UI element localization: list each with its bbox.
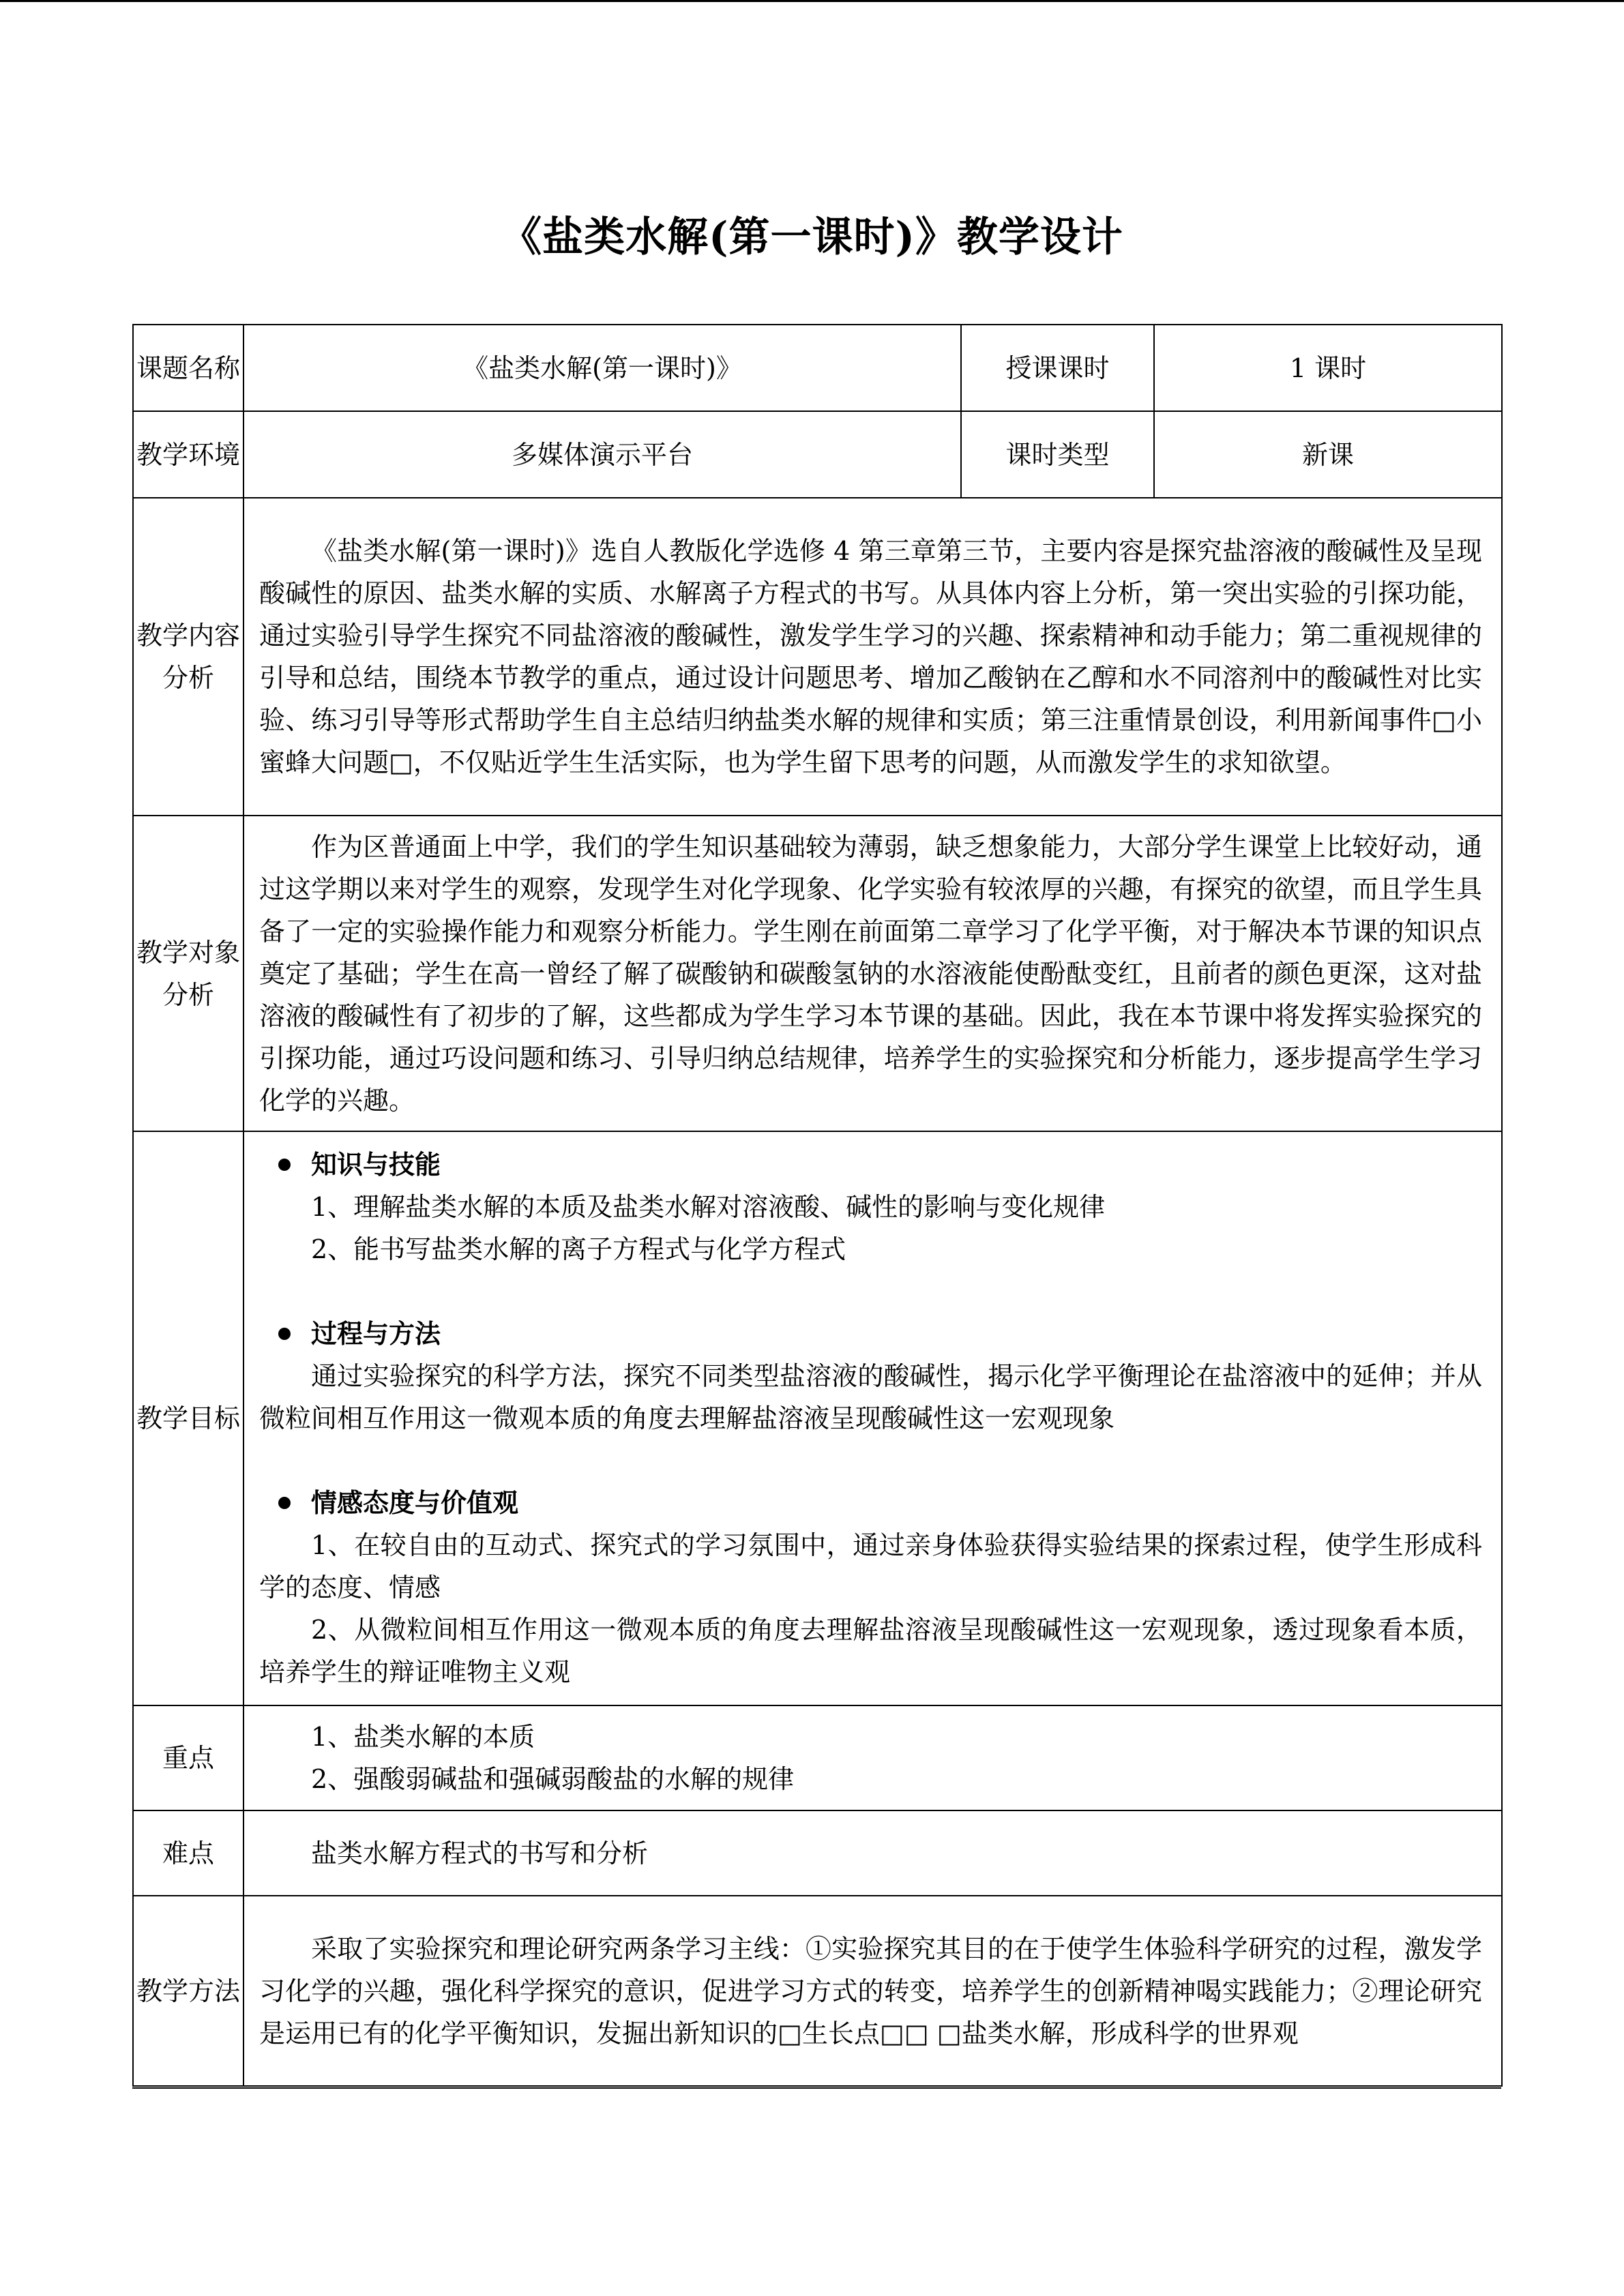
page-top-rule: [0, 0, 1624, 2]
content-analysis-text: 《盐类水解(第一课时)》选自人教版化学选修 4 第三章第三节，主要内容是探究盐溶液的酸碱性及呈现酸碱性的原因、盐类水解的实质、水解离子方程式的书写。从具体内容上分析，第一突出实验的引探功能，通过实验引导学生探究不同盐溶液的酸碱性，激发学生学习的兴趣、探索精神和动手能力；第二重视规律的引导和总结，围绕本节教学的重点，通过设计问题思考、增加乙酸钠在乙醇和水不同溶剂中的酸碱性对比实验、练习引导等形式帮助学生自主总结归纳盐类水解的规律和实质；第三注重情景创设，利用新闻事件□小蜜蜂大问题□，不仅贴近学生生活实际，也为学生留下思考的问题，从而激发学生的求知欲望。: [259, 536, 1482, 777]
document-title: 《盐类水解(第一课时)》教学设计: [501, 213, 1123, 261]
content-analysis-cell: [243, 498, 1502, 816]
methods-cell: [243, 1896, 1502, 2086]
objective-attitude-item: 2、从微粒间相互作用这一微观本质的角度去理解盐溶液呈现酸碱性这一宏观现象，透过现象看本质，培养学生的辩证唯物主义观: [259, 1615, 1482, 1687]
objective-knowledge-heading: 知识与技能: [259, 1144, 1482, 1186]
objective-attitude-heading: 情感态度与价值观: [259, 1482, 1482, 1524]
row-environment: [133, 411, 1502, 498]
value-topic-name: 《盐类水解(第一课时)》: [243, 325, 961, 411]
label-environment: 教学环境: [133, 411, 243, 498]
bullet-icon: [278, 1497, 291, 1509]
value-lesson-type: 新课: [1154, 411, 1502, 498]
lesson-plan-table: [132, 324, 1503, 2087]
label-topic-name: 课题名称: [133, 325, 243, 411]
label-student-analysis: 教学对象分析: [133, 816, 243, 1131]
student-analysis-cell: [243, 816, 1502, 1131]
table-bottom-rule: [132, 2087, 1501, 2089]
label-objectives: 教学目标: [133, 1131, 243, 1705]
objective-process-text: 通过实验探究的科学方法，探究不同类型盐溶液的酸碱性，揭示化学平衡理论在盐溶液中的延伸；并从微粒间相互作用这一微观本质的角度去理解盐溶液呈现酸碱性这一宏观现象: [259, 1361, 1482, 1433]
label-content-analysis: 教学内容分析: [133, 498, 243, 816]
label-methods: 教学方法: [133, 1896, 243, 2086]
row-student-analysis: [133, 816, 1502, 1131]
label-class-hours: 授课课时: [961, 325, 1154, 411]
value-class-hours: 1 课时: [1154, 325, 1502, 411]
bullet-icon: [278, 1328, 291, 1340]
label-difficulties: 难点: [133, 1810, 243, 1896]
objective-attitude-item: 1、在较自由的互动式、探究式的学习氛围中，通过亲身体验获得实验结果的探索过程，使学生形成科学的态度、情感: [259, 1530, 1482, 1602]
label-key-points: 重点: [133, 1705, 243, 1810]
bullet-icon: [278, 1159, 291, 1171]
key-point-item: 2、强酸弱碱盐和强碱弱酸盐的水解的规律: [311, 1764, 795, 1794]
difficulties-text: 盐类水解方程式的书写和分析: [311, 1838, 649, 1868]
row-objectives: [133, 1131, 1502, 1705]
label-lesson-type: 课时类型: [961, 411, 1154, 498]
row-content-analysis: [133, 498, 1502, 816]
objective-knowledge-item: 2、能书写盐类水解的离子方程式与化学方程式: [311, 1234, 846, 1264]
row-key-points: [133, 1705, 1502, 1810]
objectives-cell: [243, 1131, 1502, 1705]
value-environment: 多媒体演示平台: [243, 411, 961, 498]
row-methods: [133, 1896, 1502, 2086]
student-analysis-text: 作为区普通面上中学，我们的学生知识基础较为薄弱，缺乏想象能力，大部分学生课堂上比较好动，通过这学期以来对学生的观察，发现学生对化学现象、化学实验有较浓厚的兴趣，有探究的欲望，而且学生具备了一定的实验操作能力和观察分析能力。学生刚在前面第二章学习了化学平衡，对于解决本节课的知识点奠定了基础；学生在高一曾经了解了碳酸钠和碳酸氢钠的水溶液能使酚酞变红，且前者的颜色更深，这对盐溶液的酸碱性有了初步的了解，这些都成为学生学习本节课的基础。因此，我在本节课中将发挥实验探究的引探功能，通过巧设问题和练习、引导归纳总结规律，培养学生的实验探究和分析能力，逐步提高学生学习化学的兴趣。: [259, 831, 1482, 1116]
objective-knowledge-item: 1、理解盐类水解的本质及盐类水解对溶液酸、碱性的影响与变化规律: [311, 1192, 1106, 1222]
difficulties-cell: [243, 1810, 1502, 1896]
key-point-item: 1、盐类水解的本质: [311, 1722, 535, 1752]
methods-text: 采取了实验探究和理论研究两条学习主线：①实验探究其目的在于使学生体验科学研究的过程，激发学习化学的兴趣，强化科学探究的意识，促进学习方式的转变，培养学生的创新精神喝实践能力；②理论研究是运用已有的化学平衡知识，发掘出新知识的□生长点□□ □盐类水解，形成科学的世界观: [259, 1933, 1482, 2048]
row-difficulties: [133, 1810, 1502, 1896]
objective-process-heading: 过程与方法: [259, 1313, 1482, 1355]
row-topic: [133, 325, 1502, 411]
key-points-cell: [243, 1705, 1502, 1810]
